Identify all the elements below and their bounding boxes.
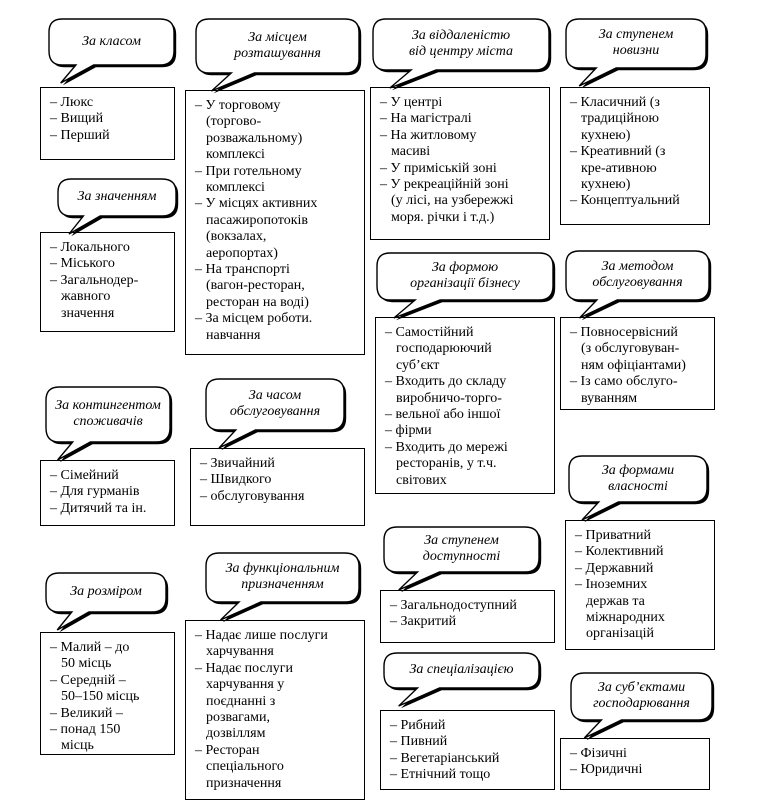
list-line: – Приватний xyxy=(575,528,651,543)
list-line: розважальному) xyxy=(206,130,303,146)
list-line: традиційною xyxy=(581,111,659,127)
list-line: – Сімейний xyxy=(50,468,119,483)
category-box xyxy=(40,87,175,160)
category-bubble xyxy=(45,572,167,632)
list-line: – Державний xyxy=(575,560,654,576)
category-title-line: від центру міста xyxy=(408,44,513,59)
category-title-line: споживачів xyxy=(73,414,143,429)
list-line: господарюючий xyxy=(396,341,492,357)
list-line: комплексі xyxy=(206,180,265,196)
bubble-title xyxy=(209,378,341,430)
bubble-title xyxy=(574,672,709,720)
list-line: – Колективний xyxy=(575,544,664,560)
category-bubble xyxy=(45,386,171,462)
category-title-line: обслуговування xyxy=(229,404,321,419)
list-line: призначення xyxy=(206,775,282,791)
category-bubble xyxy=(376,252,554,320)
list-line: – У приміській зоні xyxy=(380,160,497,176)
list-line: – Дитячий та ін. xyxy=(50,500,147,516)
list-line: 50 місць xyxy=(61,656,112,672)
list-line: – У торговому xyxy=(195,98,281,113)
list-line: – Фізичні xyxy=(570,746,627,761)
category-box xyxy=(560,317,715,410)
list-line: – Люкс xyxy=(50,95,94,110)
list-line: міжнародних xyxy=(586,610,665,626)
bubble-title xyxy=(572,455,704,502)
list-line: – Із само обслуго- xyxy=(570,374,678,390)
list-line: – Пивний xyxy=(390,734,448,750)
list-line: – Надає послуги xyxy=(195,660,293,676)
list-line: – У місцях активних xyxy=(195,196,318,212)
category-title-line: господарювання xyxy=(593,696,690,711)
category-bubble xyxy=(568,455,708,522)
list-line: – Локального xyxy=(50,240,130,255)
category-title-line: За часом xyxy=(248,388,302,403)
list-line: – Швидкого xyxy=(200,472,272,488)
list-line: світових xyxy=(396,472,447,488)
category-title-line: призначенням xyxy=(241,577,324,592)
list-line: (вокзалах, xyxy=(206,229,267,245)
list-line: – Входить до мережі xyxy=(385,439,508,455)
list-line: спеціального xyxy=(206,759,284,775)
list-line: – Юридичні xyxy=(570,762,643,778)
list-line: організацій xyxy=(586,626,654,642)
list-line: виробничо-торго- xyxy=(396,390,502,406)
bubble-title xyxy=(49,572,163,612)
list-line: кухнею) xyxy=(581,177,631,193)
bubble-title xyxy=(199,18,356,73)
bubble-title xyxy=(61,178,173,216)
category-box xyxy=(560,738,710,790)
list-line: – Повносервісний xyxy=(570,325,678,340)
category-title-line: власності xyxy=(608,478,668,494)
category-box xyxy=(370,87,550,240)
category-bubble xyxy=(57,178,177,236)
list-line: (у лісі, на узбережжі xyxy=(391,193,514,209)
category-title-line: За функціональним xyxy=(225,561,340,576)
list-line: (вагон-ресторан, xyxy=(206,278,305,294)
bubble-title xyxy=(209,552,356,602)
list-line: – понад 150 xyxy=(50,722,121,738)
list-line: держав та xyxy=(586,593,645,609)
bubble-title xyxy=(52,18,171,65)
category-title-line: За формами xyxy=(601,462,675,478)
list-line: – Етнічний тощо xyxy=(390,767,491,783)
list-line: поєднанні з xyxy=(206,693,276,709)
list-line: – Міського xyxy=(50,256,115,272)
category-box xyxy=(40,460,175,526)
list-line: (торгово- xyxy=(206,114,262,130)
list-line: – Загальнодер- xyxy=(50,272,139,288)
category-bubble xyxy=(383,526,540,592)
bubble-title xyxy=(387,526,536,572)
list-line: кре-ативною xyxy=(581,160,657,176)
list-line: харчування xyxy=(206,644,274,660)
category-bubble xyxy=(372,18,550,90)
list-line: – Вищий xyxy=(50,111,104,127)
category-title-line: обслуговування xyxy=(592,275,683,290)
category-title-line: доступності xyxy=(422,549,501,564)
list-line: – Ресторан xyxy=(195,742,260,758)
list-line: – Закритий xyxy=(390,614,457,630)
category-title-line: За методом xyxy=(601,259,674,274)
category-title-line: За значенням xyxy=(77,189,157,204)
category-title-line: За розміром xyxy=(70,584,142,599)
category-box xyxy=(40,632,175,755)
list-line: значення xyxy=(61,305,115,321)
category-box xyxy=(380,710,555,790)
list-line: – На магістралі xyxy=(380,111,472,127)
list-line: – Надає лише послуги xyxy=(195,628,328,643)
list-line: кухнею) xyxy=(581,127,631,143)
list-line: (з обслуговуван- xyxy=(581,341,680,357)
category-bubble xyxy=(383,652,540,708)
list-line: розвагами, xyxy=(206,710,270,726)
bubble-title xyxy=(569,18,703,68)
category-title-line: За віддаленістю xyxy=(411,28,511,43)
list-line: суб’єкт xyxy=(396,357,440,373)
bubble-title xyxy=(49,386,167,442)
category-box xyxy=(375,317,555,494)
category-box xyxy=(185,620,365,800)
category-bubble xyxy=(48,18,175,85)
list-line: харчування у xyxy=(206,677,285,693)
list-line: – У рекреаційній зоні xyxy=(380,177,509,193)
list-line: ресторан на воді) xyxy=(206,294,309,310)
category-title-line: За контингентом xyxy=(55,398,161,413)
category-bubble xyxy=(205,552,360,622)
list-line: – Великий – xyxy=(50,705,123,721)
list-line: вуванням xyxy=(581,390,638,406)
bubble-title xyxy=(376,18,546,70)
list-line: – Для гурманів xyxy=(50,484,140,500)
category-box xyxy=(565,520,715,650)
category-bubble xyxy=(565,250,710,320)
category-title-line: організації бізнесу xyxy=(410,276,520,291)
list-line: – Середній – xyxy=(50,672,126,688)
category-title-line: За ступенем xyxy=(424,533,499,548)
list-line: – Загальнодоступний xyxy=(390,598,517,613)
category-title-line: розташування xyxy=(234,45,321,61)
list-line: масиві xyxy=(391,144,431,160)
list-line: аеропортах) xyxy=(206,245,278,261)
category-box xyxy=(380,590,555,643)
bubble-title xyxy=(380,252,550,300)
bubble-title xyxy=(387,652,536,688)
list-line: жавного xyxy=(61,289,111,305)
list-line: – У центрі xyxy=(380,95,443,110)
category-title-line: За спеціалізацією xyxy=(409,662,514,677)
category-bubble xyxy=(205,378,345,450)
list-line: ресторанів, у т.ч. xyxy=(396,456,497,472)
list-line: – На транспорті xyxy=(195,262,290,278)
category-title-line: За ступенем xyxy=(598,27,674,42)
list-line: навчання xyxy=(206,327,261,343)
list-line: моря. річки і т.д.) xyxy=(391,209,495,225)
list-line: 50–150 місць xyxy=(61,689,140,705)
list-line: пасажиропотоків xyxy=(206,212,309,228)
bubble-title xyxy=(569,250,706,300)
list-line: – Концептуальний xyxy=(570,193,680,209)
list-line: – Звичайний xyxy=(200,456,275,471)
list-line: – Іноземних xyxy=(575,577,648,593)
list-line: – Класичний (з xyxy=(570,95,660,110)
category-title-line: За класом xyxy=(82,33,141,49)
category-title-line: новизни xyxy=(612,43,660,58)
list-line: – фірми xyxy=(385,423,432,439)
list-line: – Самостійний xyxy=(385,325,474,340)
category-box xyxy=(40,232,175,332)
category-bubble xyxy=(565,18,707,88)
list-line: дозвіллям xyxy=(206,726,266,742)
list-line: – При готельному xyxy=(195,163,302,179)
category-bubble xyxy=(195,18,360,93)
category-title-line: За суб’єктами xyxy=(597,680,686,695)
list-line: – Вегетаріанський xyxy=(390,750,500,766)
list-line: – обслуговування xyxy=(200,488,305,504)
category-box xyxy=(185,90,365,355)
category-bubble xyxy=(570,672,713,740)
category-box xyxy=(560,87,710,225)
list-line: – Перший xyxy=(50,127,110,143)
list-line: – Креативний (з xyxy=(570,144,666,160)
list-line: місць xyxy=(61,738,94,754)
list-line: – вельної або іншої xyxy=(385,407,501,423)
category-box xyxy=(190,448,365,526)
category-title-line: За місцем xyxy=(248,29,307,45)
list-line: – Входить до складу xyxy=(385,374,507,390)
list-line: – За місцем роботи. xyxy=(195,311,313,327)
list-line: – На житловому xyxy=(380,127,477,143)
list-line: – Малий – до xyxy=(50,640,130,655)
list-line: комплексі xyxy=(206,147,265,163)
category-title-line: За формою xyxy=(431,260,499,275)
list-line: – Рибний xyxy=(390,718,446,733)
list-line: ням офіціантами) xyxy=(581,357,686,373)
